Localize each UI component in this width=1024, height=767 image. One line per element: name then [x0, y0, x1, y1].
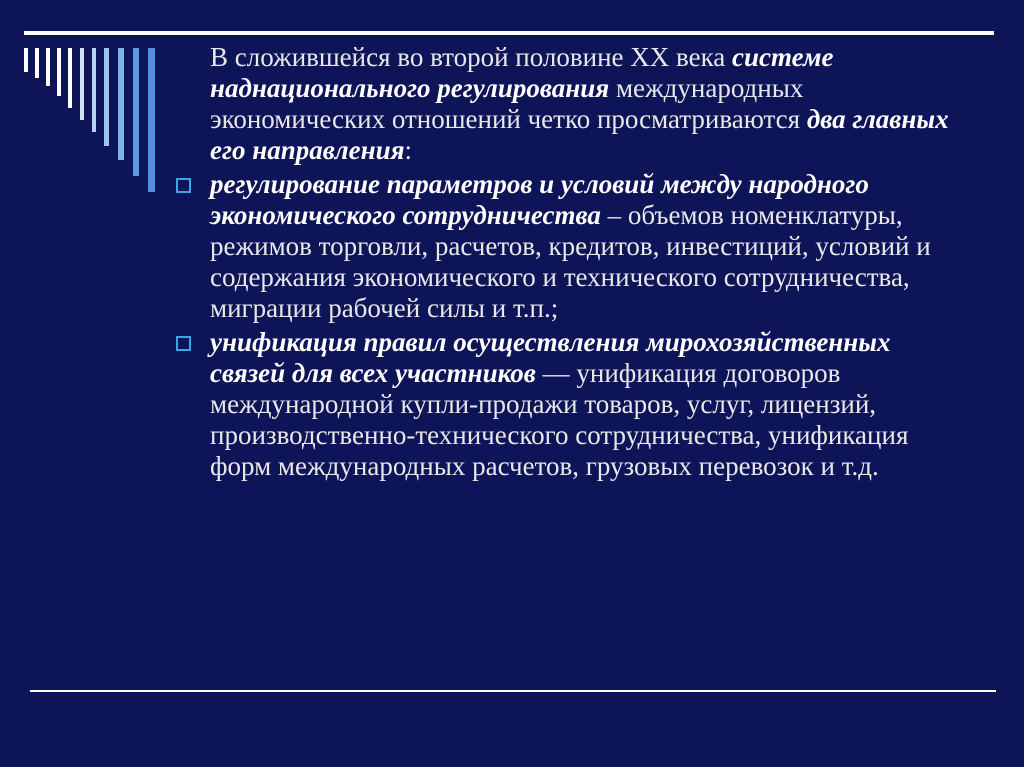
bullet-emphasis: унификация правил осуществления мирохозяйственных связей для всех участников	[210, 327, 891, 388]
slide-body	[168, 42, 958, 482]
stripe-1	[24, 48, 28, 72]
bullet-emphasis: регулирование параметров и условий между народного экономического сотрудничества	[210, 169, 869, 230]
stripe-6	[80, 48, 84, 120]
stripe-8	[104, 48, 109, 146]
stripe-10	[133, 48, 139, 176]
hollow-square-bullet-icon	[176, 178, 191, 193]
hollow-square-bullet-icon	[176, 336, 191, 351]
intro-text-1: В сложившейся во второй половине XX века	[210, 42, 733, 72]
stripe-5	[68, 48, 72, 108]
bullet-item-unification	[168, 327, 958, 482]
bottom-divider-line	[30, 690, 996, 692]
stripe-4	[57, 48, 61, 96]
bullet-item-regulation	[168, 169, 958, 324]
bullet-text: – объемов номенклатуры, режимов торговли, расчетов, кредитов, инвестиций, условий и содержания экономического и технического сотрудничества, миграции рабочей силы и т.п.;	[210, 200, 931, 323]
intro-emphasis-2: два главных его направления	[210, 104, 949, 165]
decorative-stripes	[0, 0, 180, 200]
stripe-3	[46, 48, 50, 86]
bullet-text: — унификация договоров международной купли-продажи товаров, услуг, лицензий, производственно-технического сотрудничества, унификация форм международных расчетов, грузовых перевозок и т.д.	[210, 358, 909, 481]
intro-text-3: :	[404, 135, 413, 165]
intro-text-2: международных экономических отношений четко просматриваются	[210, 73, 807, 134]
stripe-11	[148, 48, 155, 192]
stripe-2	[35, 48, 39, 78]
stripe-7	[92, 48, 96, 132]
stripe-9	[118, 48, 124, 160]
intro-paragraph	[168, 42, 958, 166]
intro-emphasis-1: системе наднационального регулирования	[210, 42, 834, 103]
